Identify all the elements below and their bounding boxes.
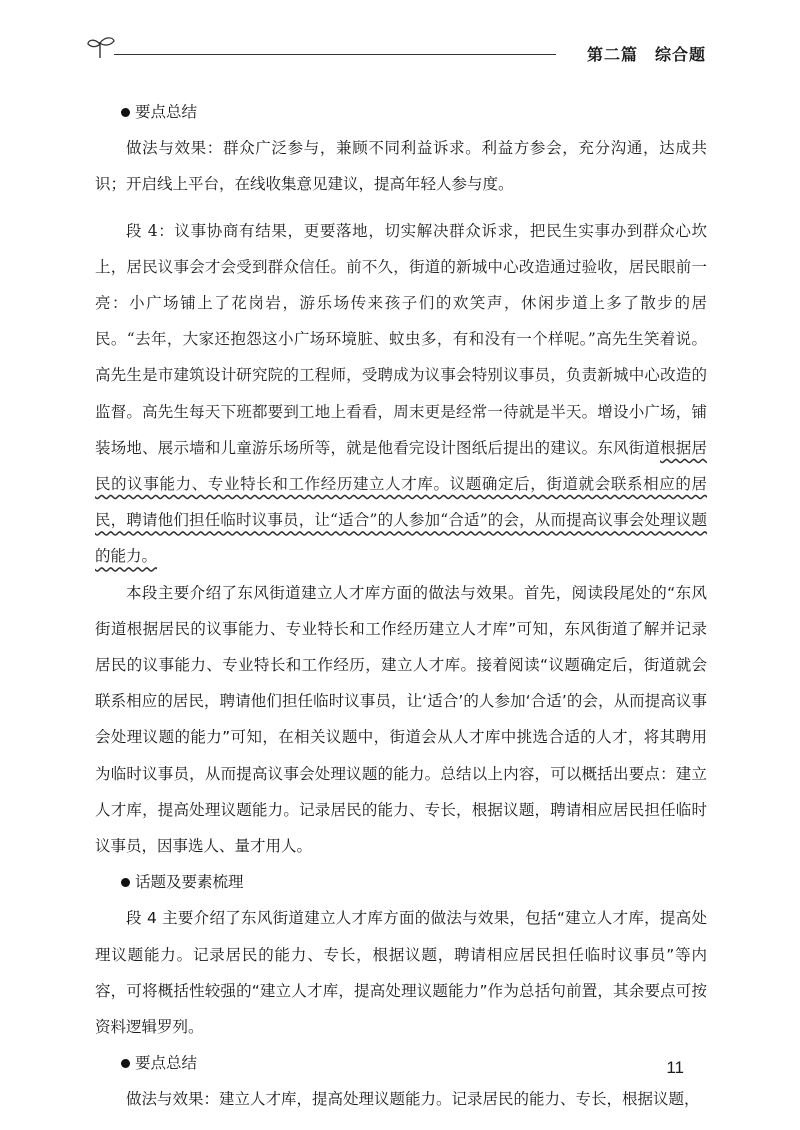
page-header [86, 30, 706, 70]
bullet-dot [121, 108, 130, 117]
sprout-icon [86, 34, 116, 60]
bullet-heading-topic: 话题及要素梳理 [95, 864, 707, 900]
bullet-heading-summary-2: 要点总结 [95, 1045, 707, 1081]
analysis-paragraph: 本段主要介绍了东风街道建立人才库方面的做法与效果。首先，阅读段尾处的“东风街道根据居民的议事能力、专业特长和工作经历建立人才库”可知，东风街道了解并记录居民的议事能力、专业特长和工作经历，建立人才库。接着阅读“议题确定后，街道就会联系相应的居民，聘请他们担任临时议事员，让‘适合’的人参加‘合适’的会，从而提高议事会处理议题的能力”可知，在相关议题中，街道会从人才库中挑选合适的人才，将其聘用为临时议事员，从而提高议事会处理议题的能力。总结以上内容，可以概括出要点：建立人才库，提高处理议题能力。记录居民的能力、专长，根据议题，聘请相应居民担任临时议事员，因事选人、量才用人。 [95, 583, 707, 856]
summary-paragraph-1: 做法与效果：群众广泛参与，兼顾不同利益诉求。利益方参会，充分沟通，达成共识；开启线上平台，在线收集意见建议，提高年轻人参与度。 [95, 139, 707, 194]
source-passage: 段 4：议事协商有结果，更要落地，切实解决群众诉求，把民生实事办到群众心坎上，居民议事会才会受到群众信任。前不久，街道的新城中心改造通过验收，居民眼前一亮：小广场铺上了花岗岩，游乐场传来孩子们的欢笑声，休闲步道上多了散步的居民。“去年，大家还抱怨这小广场环境脏、蚊虫多，有和没有一个样呢。”高先生笑着说。高先生是市建筑设计研究院的工程师，受聘成为议事会特别议事员，负责新城中心改造的监督。高先生每天下班都要到工地上看看，周末更是经常一待就是半天。增设小广场，铺装场地、展示墙和儿童游乐场所等，就是他看完设计图纸后提出的建议。东风街道根据居民的议事能力、专业特长和工作经历建立人才库。议题确定后，街道就会联系相应的居民，聘请他们担任临时议事员，让“适合”的人参加“合适”的会，从而提高议事会处理议题的能力。 [95, 221, 707, 566]
topic-paragraph: 段 4 主要介绍了东风街道建立人才库方面的做法与效果，包括“建立人才库，提高处理议题能力。记录居民的能力、专长，根据议题，聘请相应居民担任临时议事员”等内容，可将概括性较强的“建立人才库，提高处理议题能力”作为总括句前置，其余要点可按资料逻辑罗列。 [95, 909, 707, 1037]
page-body [95, 94, 707, 1118]
page-number: 11 [666, 1058, 684, 1077]
bullet-dot [121, 1059, 130, 1068]
wavy-underlined-text: 根据居民的议事能力、专业特长和工作经历建立人才库。议题确定后，街道就会联系相应的居民，聘请他们担任临时议事员，让“适合”的人参加“合适”的会，从而提高议事会处理议题的能力。 [95, 438, 707, 566]
summary-paragraph-2: 做法与效果：建立人才库，提高处理议题能力。记录居民的能力、专长，根据议题， [126, 1090, 700, 1109]
section-title: 第二篇 综合题 [586, 45, 706, 64]
bullet-dot [121, 878, 130, 887]
header-rule [114, 54, 556, 55]
bullet-heading-summary-1: 要点总结 [95, 94, 707, 130]
